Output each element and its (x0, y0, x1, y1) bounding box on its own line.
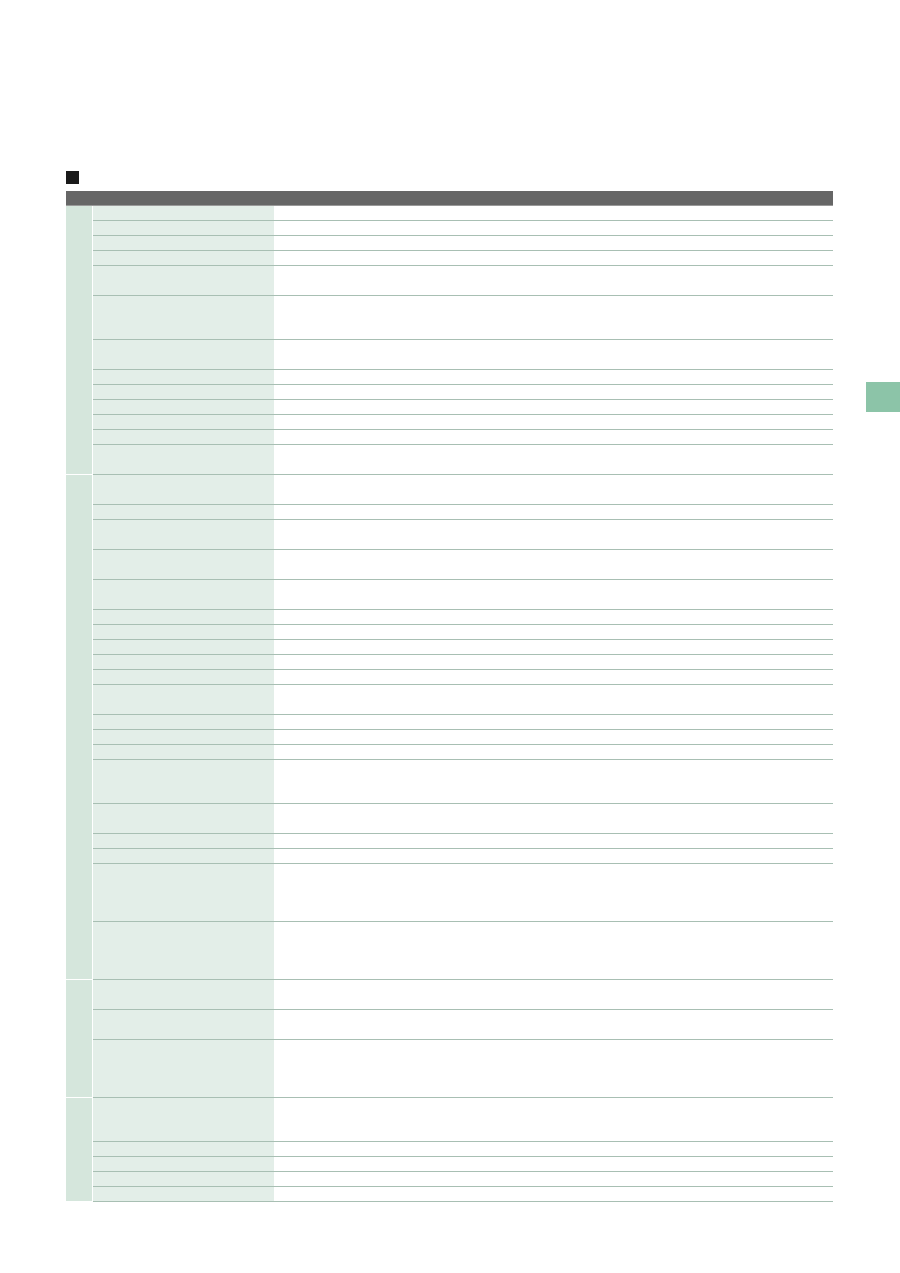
spec-cell (274, 625, 833, 640)
item-cell (92, 745, 274, 760)
item-cell (92, 1010, 274, 1040)
table-row (66, 385, 833, 400)
table-row (66, 849, 833, 864)
item-cell (92, 670, 274, 685)
spec-cell (274, 385, 833, 400)
table-row (66, 730, 833, 745)
table-row (66, 415, 833, 430)
table-row (66, 1157, 833, 1172)
spec-cell (274, 864, 833, 922)
spec-cell (274, 655, 833, 670)
item-cell (92, 1098, 274, 1142)
spec-cell (274, 1172, 833, 1187)
table-row (66, 980, 833, 1010)
table-row (66, 430, 833, 445)
table-row (66, 670, 833, 685)
table-row (66, 1187, 833, 1202)
spec-cell (274, 730, 833, 745)
spec-cell (274, 445, 833, 475)
category-cell (66, 475, 92, 980)
item-cell (92, 520, 274, 550)
spec-cell (274, 1040, 833, 1098)
table-header-row (66, 191, 833, 206)
category-cell (66, 1098, 92, 1202)
item-cell (92, 640, 274, 655)
item-cell (92, 505, 274, 520)
table-row (66, 760, 833, 804)
table-row (66, 445, 833, 475)
table-row (66, 834, 833, 849)
spec-cell (274, 415, 833, 430)
table-row (66, 580, 833, 610)
spec-cell (274, 980, 833, 1010)
item-cell (92, 834, 274, 849)
item-cell (92, 1040, 274, 1098)
spec-cell (274, 804, 833, 834)
item-cell (92, 251, 274, 266)
item-cell (92, 221, 274, 236)
spec-cell (274, 745, 833, 760)
spec-cell (274, 715, 833, 730)
header-spec (274, 191, 833, 206)
category-cell (66, 206, 92, 475)
spec-cell (274, 580, 833, 610)
spec-cell (274, 370, 833, 385)
item-cell (92, 980, 274, 1010)
category-cell (66, 980, 92, 1098)
item-cell (92, 730, 274, 745)
spec-cell (274, 1187, 833, 1202)
spec-cell (274, 236, 833, 251)
item-cell (92, 550, 274, 580)
spec-cell (274, 1142, 833, 1157)
spec-cell (274, 475, 833, 505)
item-cell (92, 445, 274, 475)
table-row (66, 370, 833, 385)
spec-cell (274, 430, 833, 445)
table-row (66, 221, 833, 236)
table-row (66, 550, 833, 580)
item-cell (92, 625, 274, 640)
item-cell (92, 1172, 274, 1187)
item-cell (92, 610, 274, 625)
item-cell (92, 340, 274, 370)
table-row (66, 610, 833, 625)
item-cell (92, 685, 274, 715)
table-row (66, 655, 833, 670)
item-cell (92, 370, 274, 385)
table-row (66, 1172, 833, 1187)
table-row (66, 251, 833, 266)
item-cell (92, 655, 274, 670)
table-row (66, 625, 833, 640)
spec-cell (274, 400, 833, 415)
table-row (66, 520, 833, 550)
item-cell (92, 475, 274, 505)
spec-cell (274, 670, 833, 685)
table-row (66, 685, 833, 715)
spec-text (281, 476, 829, 489)
table-row (66, 1040, 833, 1098)
table-row (66, 236, 833, 251)
table-row (66, 296, 833, 340)
spec-cell (274, 922, 833, 980)
section-heading (66, 166, 87, 188)
table-row (66, 1142, 833, 1157)
spec-cell (274, 221, 833, 236)
spec-cell (274, 251, 833, 266)
item-cell (92, 864, 274, 922)
table-row (66, 922, 833, 980)
item-cell (92, 849, 274, 864)
spec-cell (274, 849, 833, 864)
item-cell (92, 266, 274, 296)
table-row (66, 266, 833, 296)
spec-cell (274, 640, 833, 655)
table-row (66, 1098, 833, 1142)
item-cell (92, 1187, 274, 1202)
item-cell (92, 760, 274, 804)
item-cell (92, 804, 274, 834)
header-item (66, 191, 274, 206)
spec-cell (274, 1010, 833, 1040)
table-row (66, 1010, 833, 1040)
spec-text (281, 1099, 829, 1112)
item-cell (92, 236, 274, 251)
spec-cell (274, 685, 833, 715)
table-row (66, 745, 833, 760)
item-cell (92, 296, 274, 340)
spec-cell (274, 296, 833, 340)
spec-cell (274, 206, 833, 221)
spec-cell (274, 550, 833, 580)
item-cell (92, 922, 274, 980)
table-row (66, 206, 833, 221)
spec-cell (274, 340, 833, 370)
item-cell (92, 400, 274, 415)
spec-table (66, 191, 833, 1202)
heading-square-icon (66, 171, 79, 184)
spec-text (281, 1011, 829, 1024)
table-row (66, 475, 833, 505)
spec-cell (274, 834, 833, 849)
table-row (66, 715, 833, 730)
spec-cell (274, 520, 833, 550)
spec-cell (274, 1098, 833, 1142)
item-cell (92, 385, 274, 400)
item-cell (92, 1142, 274, 1157)
item-cell (92, 206, 274, 221)
table-row (66, 505, 833, 520)
item-cell (92, 580, 274, 610)
spec-cell (274, 610, 833, 625)
side-tab (866, 382, 900, 412)
table-row (66, 864, 833, 922)
spec-cell (274, 1157, 833, 1172)
spec-cell (274, 760, 833, 804)
item-cell (92, 715, 274, 730)
table-row (66, 804, 833, 834)
table-row (66, 340, 833, 370)
item-cell (92, 415, 274, 430)
table-row (66, 400, 833, 415)
spec-cell (274, 505, 833, 520)
table-row (66, 640, 833, 655)
item-cell (92, 430, 274, 445)
spec-cell (274, 266, 833, 296)
item-cell (92, 1157, 274, 1172)
